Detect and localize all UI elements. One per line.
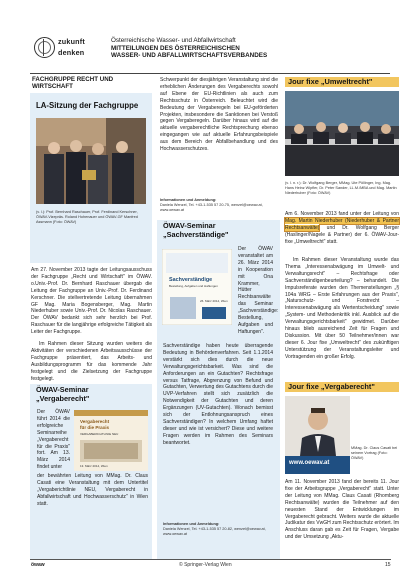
jour-fixe-vergaberecht-photo	[285, 396, 350, 474]
jour-fixe-umweltrecht-title: Jour fixe „Umweltrecht"	[285, 77, 399, 87]
oewav-logo	[34, 36, 98, 60]
header-line-2: MITTEILUNGEN DES ÖSTERREICHISCHEN	[111, 44, 240, 52]
contact-info-2	[163, 522, 273, 536]
vergaberecht-paragraph-1: Der ÖWAV führt 2014 die erfolgreiche Seminarreihe „Vergaberecht für die Praxis" fort. Am 13. März 2014 findet unter	[37, 409, 70, 471]
section-label: FACHGRUPPE RECHT UND WIRTSCHAFT	[32, 76, 114, 90]
vergaberecht-paragraph-3: Schwerpunkt der diesjährigen Veranstaltung sind die erheblichen Änderungen des Vergaberechts sowohl auf Ebene der EU-Richtlinien als auch zum Rechtsschutz in Österreich. Beleuchtet wird die Bedeutung der Vergaberegeln bei EU-geförderten Projekten, insbesondere die Sanktionen bei Verstoß gegen Vergaberegeln. Darüber hinaus wird auf die aktuelle vergaberechtliche Rechtsprechung ebenso eingegangen wie auf aktuelle Erfahrungsbeispiele aus dem Bereich der Abfallbehandlung und des Hochwasserschutzes.	[160, 77, 278, 153]
header-line-1: Österreichische Wasser- und Abfallwirtschaft	[111, 37, 236, 44]
page-number: 15	[385, 562, 391, 568]
sachverstaendige-cover-title: Sachverständige	[169, 277, 213, 283]
sachverstaendige-title-line-2: „Sachverständige"	[163, 229, 229, 239]
sachverstaendige-paragraph-1: Der ÖWAV veranstaltet am 26. März 2014 in Kooperation mit Ona Krammer, Hütter Rechtsanwälte das Seminar „Sachverständige: Bestellung, Aufgaben und Haftungen".	[238, 246, 279, 335]
header-rule	[30, 73, 390, 74]
la-sitzung-title: LA-Sitzung der Fachgruppe	[36, 101, 139, 110]
page-header	[111, 37, 391, 60]
footer-publisher: © Springer-Verlag Wien	[179, 562, 232, 568]
header-line-3: WASSER- UND ABFALLWIRTSCHAFTSVERBANDES	[111, 52, 268, 60]
paragraph-1-before: Am 6. November 2013 fand unter der Leitung von	[285, 211, 399, 217]
contact-1-text[interactable]: Daniela Wenzel, Tel. +43-1-535 57 20-75, wenzel@oewav.at, www.oewav.at	[160, 202, 263, 212]
photo-url-text: www.oewav.at	[289, 460, 330, 466]
jour-fixe-umweltrecht-paragraph-1	[285, 211, 399, 246]
sachverstaendige-cover-subtitle: Bestellung, Aufgaben und Haftungen	[169, 284, 218, 288]
jour-fixe-vergaberecht-title: Jour fixe „Vergaberecht"	[285, 382, 399, 392]
vergaberecht-brochure	[74, 410, 148, 471]
sachverstaendige-paragraph-2: Sachverständige haben heute überragende Bedeutung in Behördenverfahren. Seit 1.1.2014 verstärkt sich dies durch die neue Verwaltungsgerichtsbarkeit. Was sind die Anforderungen an ein Gutachten? Rechtsfrage versus Tatfrage, Abgrenzung von Befund und Gutachten, Verwertung des Gutachtens durch die UVP-Verfahren stellt sich zusätzlich die Notwendigkeit der Gutachten und deren Ergänzungen (UV-Gutachten). Wonach bemisst sich der Entlohnungsanspruch eines Sachverständigen? In welchem Umfang haftet dieser und wie ist versichert? Diese und weitere Fragen werden im Rahmen des Seminars beantwortet.	[163, 343, 273, 446]
jour-fixe-vergaberecht-paragraph-2: Unter der Leitung von MMag. Claus Casati (Rhomberg Rechtsanwälte) wurden die Teilnehmer auf den neuesten Stand der Entwicklungen im Vergaberecht gebracht. Weiters wurde die aktuelle Judikatur des VwGH zum Rechtsschutz erörtert. Im Anschluss daran gab es Zeit für Fragen, Vergabe und der Umsetzung „Aktu-	[285, 485, 399, 541]
footer-rule	[30, 559, 391, 560]
oewav-seal-icon	[34, 37, 55, 58]
jour-fixe-vergaberecht-paragraph-1: Am 11. November 2013 fand der bereits 11. Jour fixe der Arbeitsgruppe „Vergaberecht" statt.	[285, 479, 399, 492]
la-sitzung-paragraph-1: Am 27. November 2013 tagte der Leitungsausschuss der Fachgruppe „Recht und Wirtschaft" im ÖWAV. o.Univ.-Prof. Dr. Bernhard Raschauer übergab die Leitung der Fachgruppe an Univ.-Prof. Dr. Ferdinand Kerschner. Die stellvertretende Leitung übernahmen GF Mag. Maria Bogensberger, Mag. Martin Niederhuber sowie Univ.-Prof. Dr. Nicolas Raschauer. Der ÖWAV bedankt sich sehr herzlich bei Prof. Raschauer für die langjährige erfolgreiche Tätigkeit als Leiter der Fachgruppe.	[31, 267, 152, 336]
la-sitzung-photo	[36, 118, 146, 204]
sachverstaendige-title	[163, 222, 275, 239]
vergaberecht-paragraph-2: der bewährten Leitung von MMag. Dr. Claus Casati eine Veranstaltung mit dem Untertitel „Vergaberichtlinie NEU, Vergaberecht in Abfallwirtschaft und Hochwasserschutz" in Wien statt.	[37, 473, 148, 507]
sachverstaendige-title-line-1: ÖWAV-Seminar	[163, 221, 216, 230]
jour-fixe-vergaberecht-caption: MMag. Dr. Claus Casati bei seinem Vortrag (Foto: ÖWAV)	[351, 446, 398, 460]
sachverstaendige-cover-date: 26. März 2014, Wien	[200, 299, 228, 303]
highlighted-name: Mag. Martin Niederhuber (Niederhuber & Partner Rechtsanwälte)	[285, 217, 399, 231]
contact-2-text[interactable]: Daniela Wenzel, Tel. +43-1-535 57 20-82, wenzel@oewav.at, www.oewav.at	[163, 526, 266, 536]
brochure-title-2: für die Praxis	[80, 425, 110, 430]
brochure-date: 13. März 2014, Wien	[80, 464, 108, 468]
jour-fixe-umweltrecht-paragraph-2: Im Rahmen dieser Veranstaltung wurde das Thema „Interessenabwägung im Umwelt- und Verwaltungsrecht" – Rechtsfrage oder Sachverständigenbeurteilung? – behandelt. Die Impulsreferate wurden den Themenstellungen „§ 104a WRG – Erste Erfahrungen aus der Praxis", „Naturschutz- und Forstrecht – Interessenabwägung als Wertentscheidung" sowie „System- und Methodenkritik inkl. Ausblick auf die Verwaltungsgerichtsbarkeit" gewidmet. Darüber hinaus blieb ausreichend Zeit für Fragen und Diskussion. Mit über 50 Teilnehmer/innen war dieser 6. Jour fixe „Umweltrecht" des zukünftigen Unterstützung der Veranstaltungsleiter und Vortragenden ein großer Erfolg.	[285, 257, 399, 360]
group-photo-icon	[36, 118, 146, 204]
logo-word-1: zukunft	[58, 37, 85, 46]
brochure-title-1: Vergaberecht	[80, 419, 110, 424]
jour-fixe-vergaberecht-paragraph	[285, 479, 399, 541]
la-sitzung-caption: (v. l.): Prof. Bernhard Raschauer, Prof. Ferdinand Kerschner, ÖWAV-Vizepräs. Roland Hohenauer und ÖWAV-GF Manfred Assmann (Foto: ÖWAV)	[36, 210, 138, 224]
contact-info-1	[160, 198, 278, 212]
brochure-subtitle: VERGABERICHTLINIE NEU	[80, 432, 119, 436]
panel-photo-icon	[285, 91, 399, 176]
jour-fixe-umweltrecht-caption: (v. l. n. r.): Dr. Wolfgang Berger, MMag. Ute Pöllinger, Ing. Mag. Hans Heinz Wipfler, Dr. Peter Sander, LL.M./MBA und Mag. Martin Niederhuber (Foto: ÖWAV)	[285, 181, 397, 195]
paragraph-1-after: und Dr. Wolfgang Berger (Haslinger/Nagele & Partner) der 6. ÖWAV-Jour-fixe „Umweltrecht" statt.	[285, 224, 399, 245]
vergaberecht-title-line-1: ÖWAV-Seminar	[36, 385, 89, 394]
contact-2-label: Informationen und Anmeldung:	[163, 522, 220, 526]
logo-word-2: denken	[58, 48, 85, 57]
jour-fixe-umweltrecht-photo	[285, 91, 399, 176]
contact-1-label: Informationen und Anmeldung:	[160, 198, 217, 202]
vergaberecht-title-line-2: „Vergaberecht"	[36, 393, 90, 403]
vergaberecht-seminar-title	[36, 386, 146, 403]
footer-journal-name: öwaw	[31, 562, 45, 568]
la-sitzung-paragraph-2: Im Rahmen dieser Sitzung wurden weiters die Aktivitäten der verschiedenen Arbeitsausschüsse der Fachgruppe präsentiert, das Arbeits- und Ausbildungsprogramm für das kommende Jahr festgelegt und die Zielsetzung der Fachgruppe festgelegt.	[31, 341, 152, 382]
